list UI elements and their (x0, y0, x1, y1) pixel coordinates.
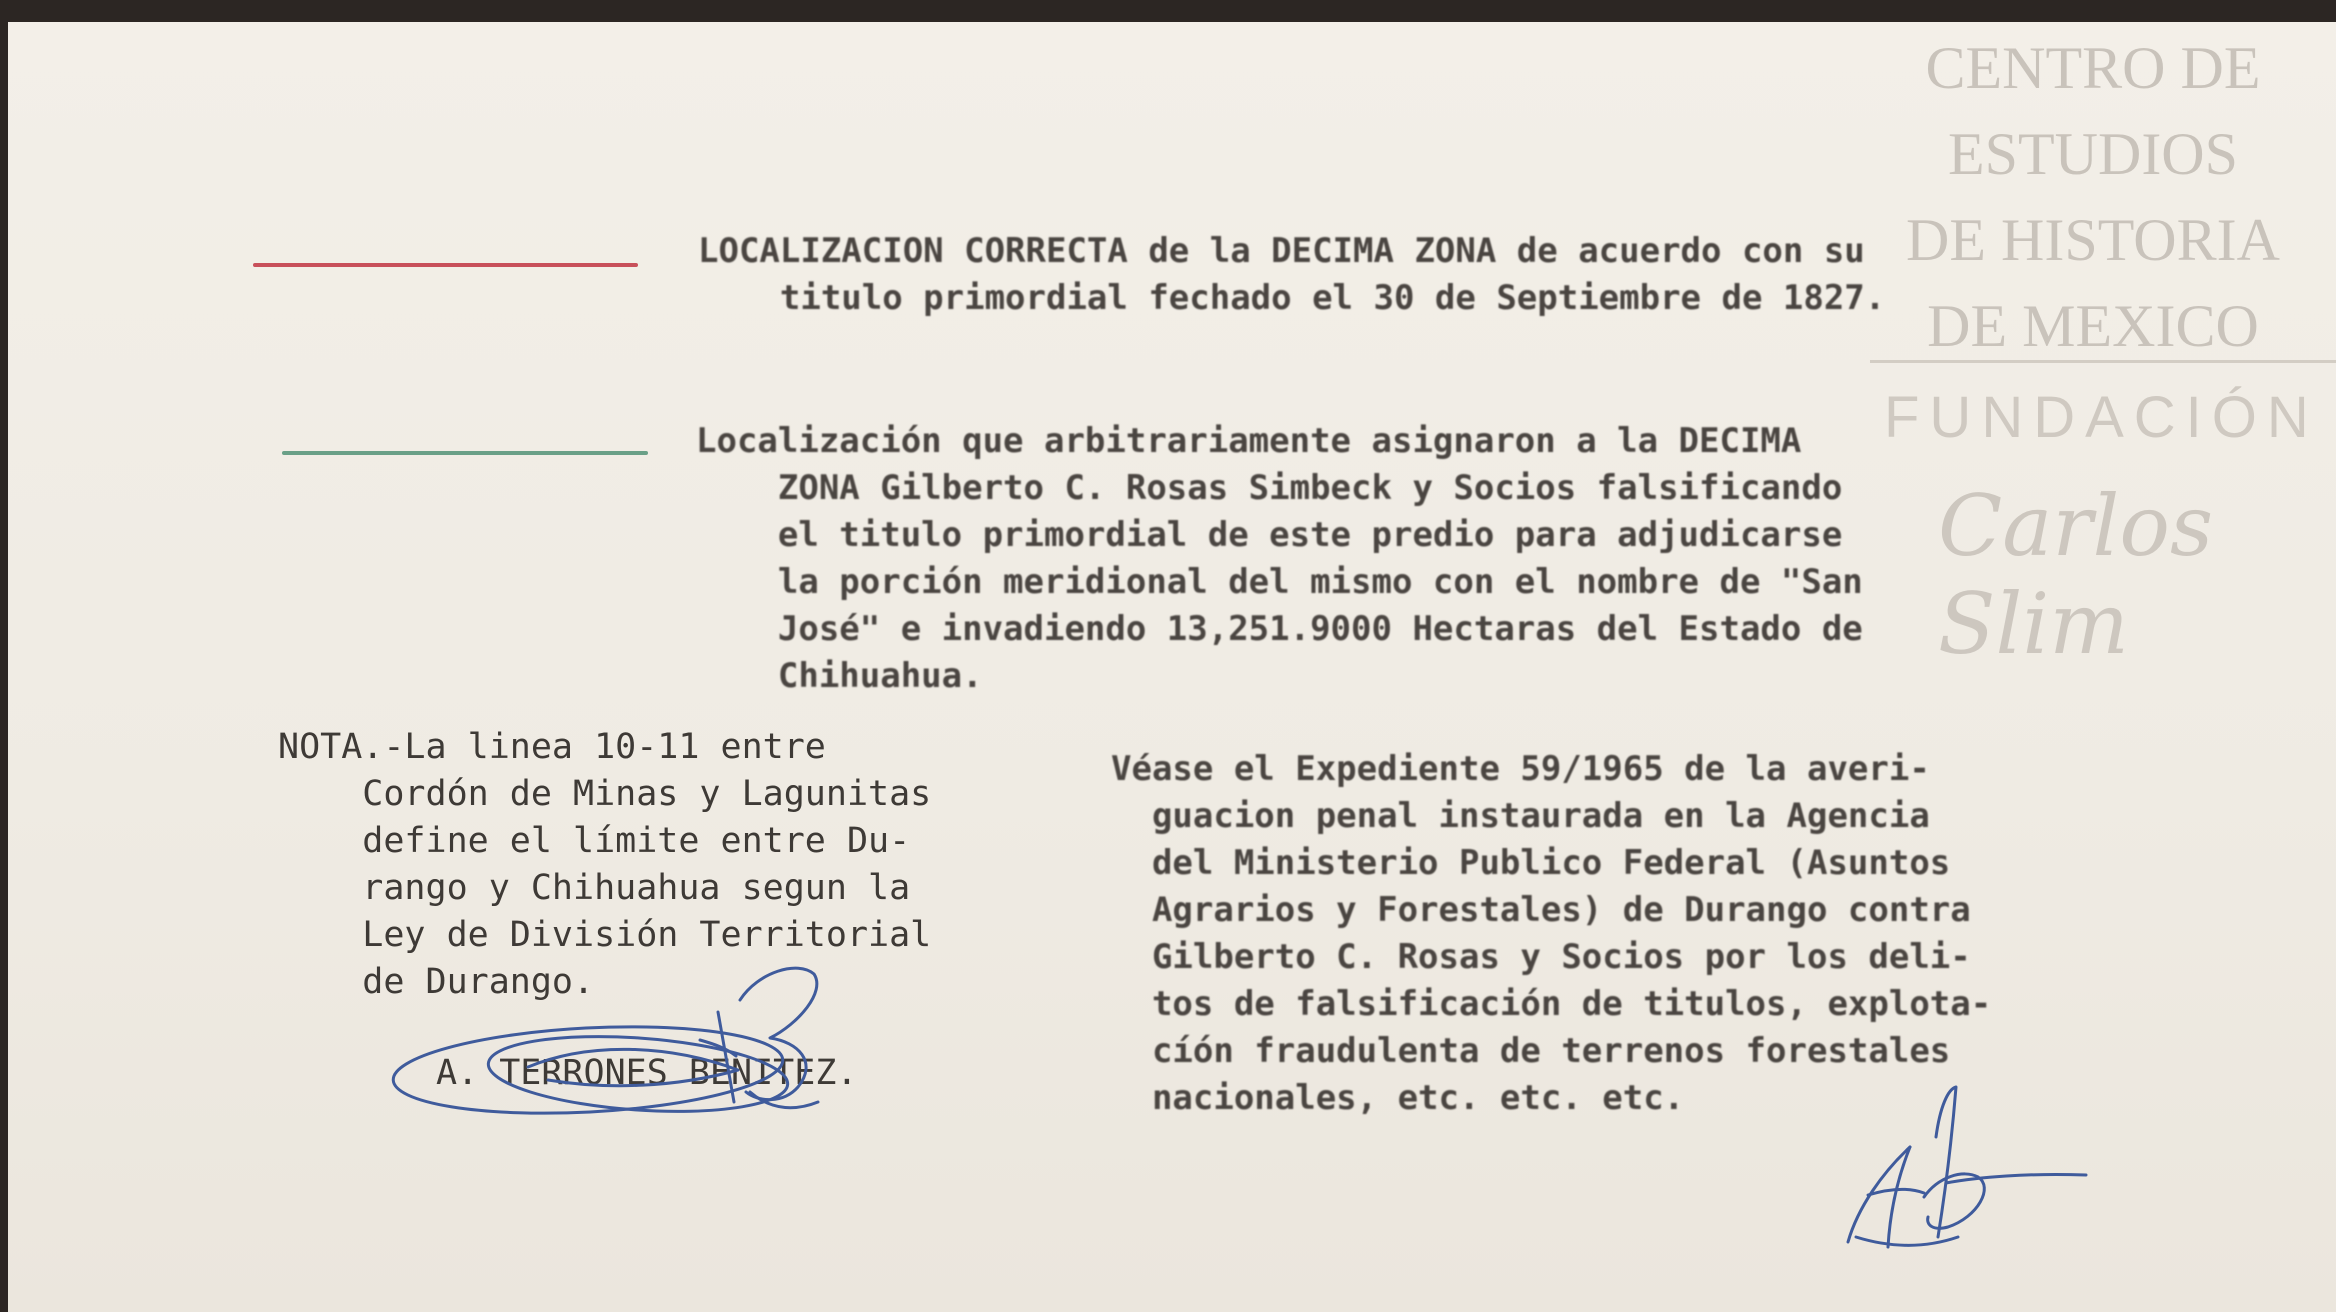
watermark-line-1: CENTRO DE (1925, 35, 2261, 101)
legend-correct-text: LOCALIZACION CORRECTA de la DECIMA ZONA de acuerdo con su titulo primordial fechado el 30 de Septiembre de 1827. (698, 231, 1886, 318)
watermark-foundation-script: Carlos Slim (1938, 477, 2214, 673)
legend-arbitrary-text: Localización que arbitrariamente asignaron a la DECIMA ZONA Gilberto C. Rosas Simbeck y Socios falsificando el titulo primordial de este predio para adjudicarse la porción meridional del mismo con el nombre de "San José" e invadiendo 13,251.9000 Hectaras del Estado de Chihuahua. (696, 421, 1863, 696)
legend-green-line (282, 451, 648, 455)
signatory-name: A. TERRONES BENITEZ. (436, 1053, 858, 1093)
boundary-note: NOTA.-La linea 10-11 entre Cordón de Minas y Lagunitas define el límite entre Du- rango y Chihuahua segun la Ley de División Territorial de Durango. (278, 727, 932, 1002)
watermark-line-2: ESTUDIOS (1947, 121, 2238, 187)
legend-red-line (253, 263, 638, 267)
watermark-foundation-label: FUNDACIÓN (1884, 385, 2319, 450)
watermark-separator (1870, 360, 2336, 363)
expediente-reference: Véase el Expediente 59/1965 de la averi- guacion penal instaurada en la Agencia del Ministerio Publico Federal (Asuntos Agrarios y Forestales) de Durango contra Gilberto C. Rosas y Socios por los deli- tos de falsificación de titulos, explota- cíón fraudulenta de terrenos forestales nacionales, etc. etc. etc. (1111, 749, 1992, 1118)
document-page (8, 22, 2336, 1312)
watermark-line-4: DE MEXICO (1927, 293, 2259, 359)
watermark-line-3: DE HISTORIA (1906, 207, 2280, 273)
